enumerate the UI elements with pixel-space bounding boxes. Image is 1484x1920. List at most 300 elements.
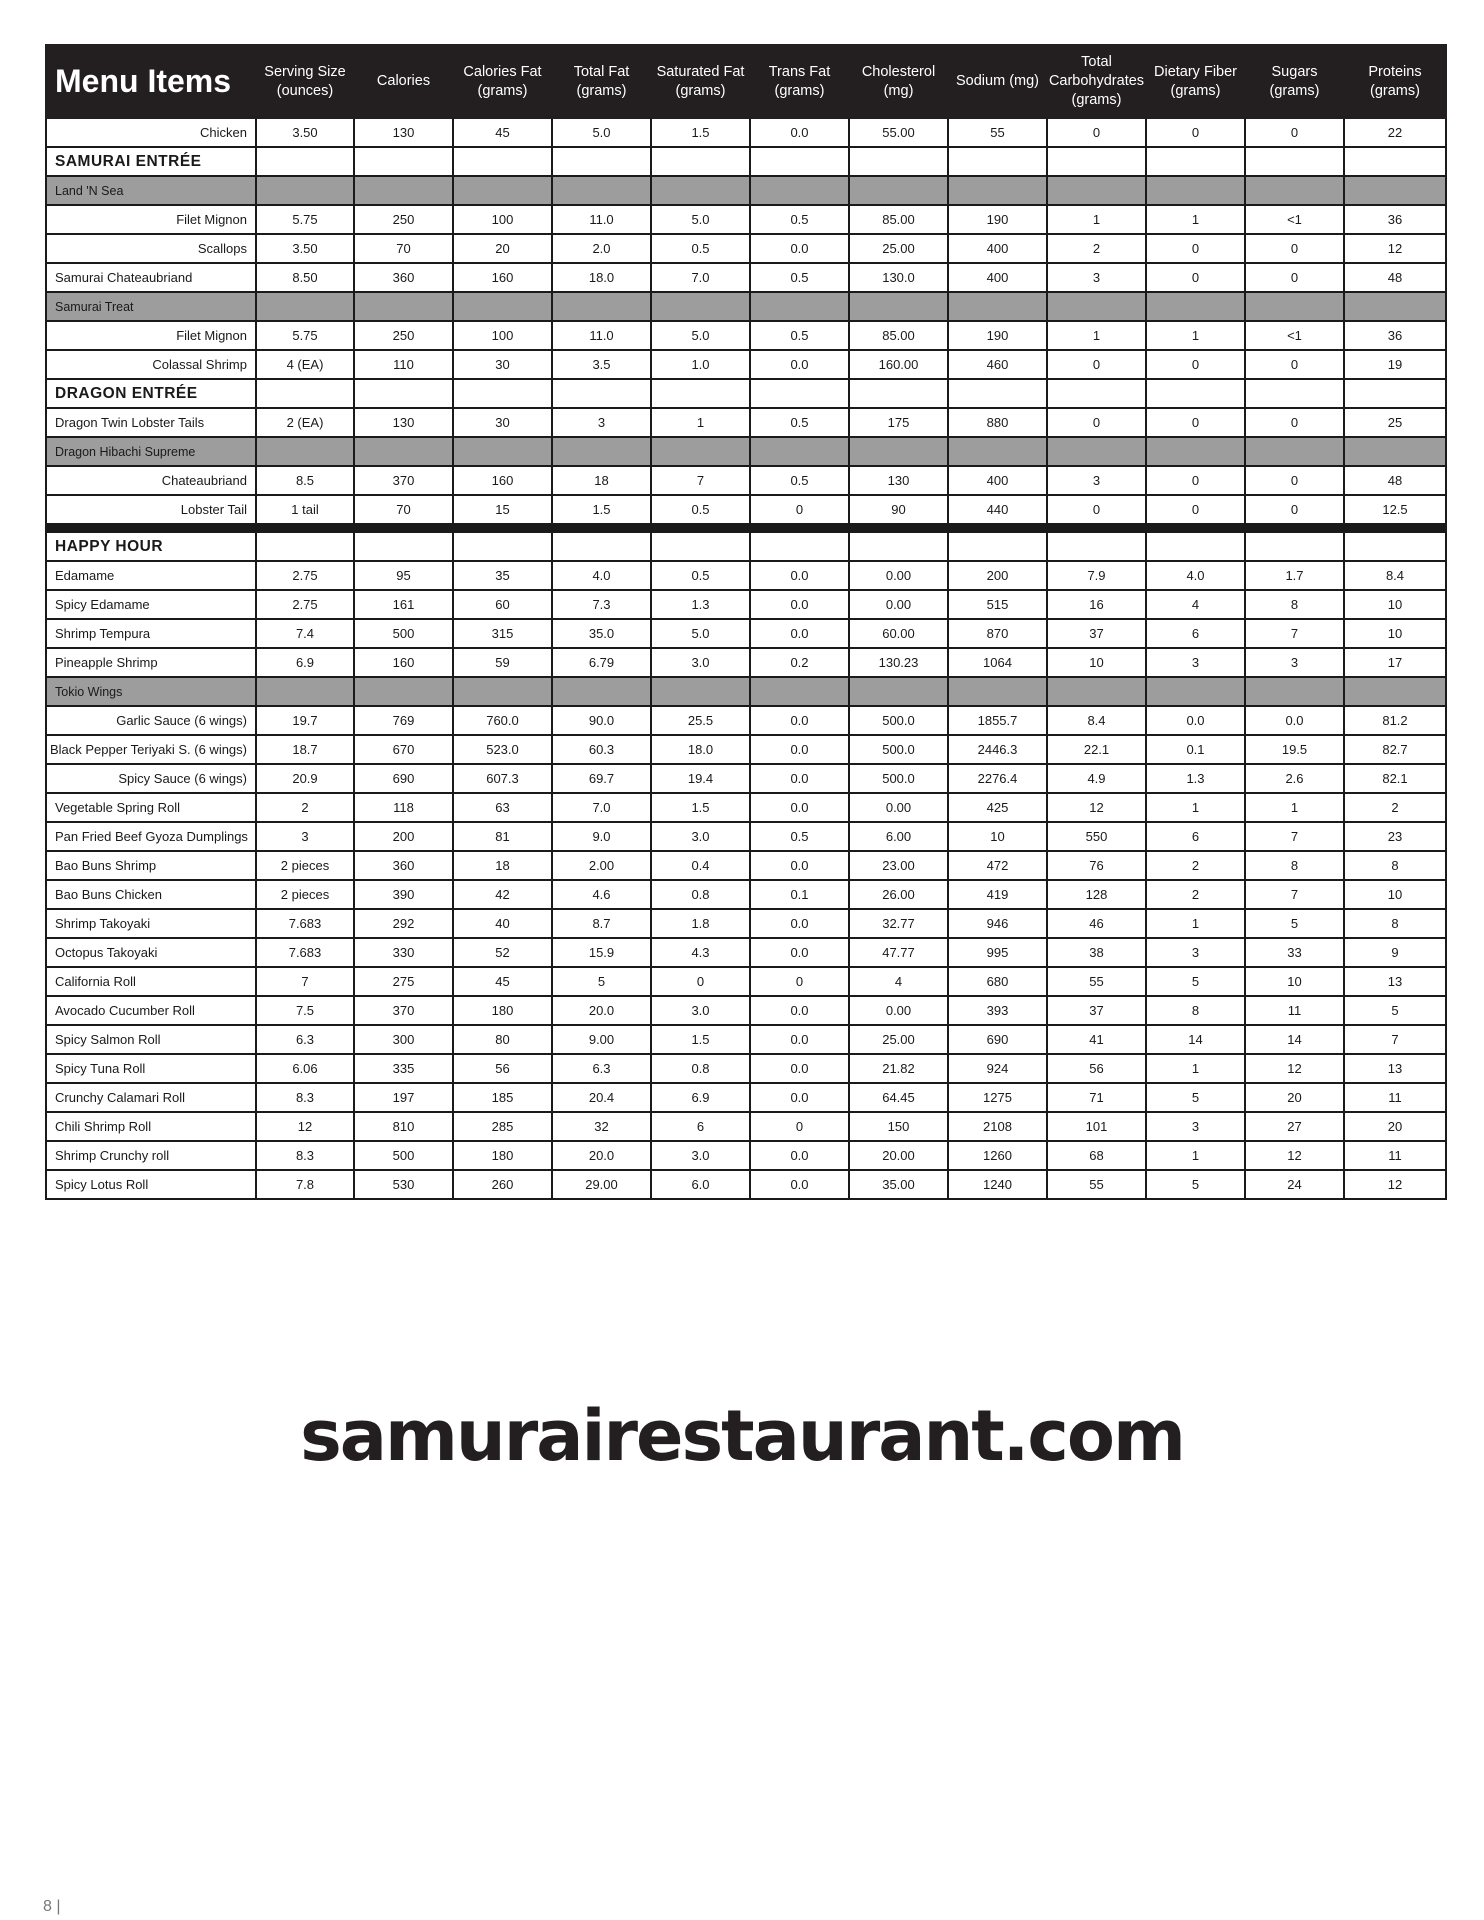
value-cell: 13 [1344,1054,1446,1083]
table-row [46,1025,1446,1054]
table-row [46,648,1446,677]
value-cell: 47.77 [849,938,948,967]
value-cell: 607.3 [453,764,552,793]
value-cell: 0.00 [849,561,948,590]
value-cell: 1275 [948,1083,1047,1112]
value-cell: 20.00 [849,1141,948,1170]
table-row [46,118,1446,147]
value-cell: 0.0 [750,1170,849,1199]
value-cell: 1.3 [651,590,750,619]
value-cell [849,176,948,205]
value-cell: 3 [1245,648,1344,677]
value-cell: 197 [354,1083,453,1112]
value-cell: 7 [1344,1025,1446,1054]
value-cell: 400 [948,263,1047,292]
value-cell: 59 [453,648,552,677]
subsection-row [46,677,1446,706]
value-cell: 150 [849,1112,948,1141]
value-cell: 8.4 [1047,706,1146,735]
value-cell: 460 [948,350,1047,379]
section-title: DRAGON ENTRÉE [46,379,256,408]
value-cell: 7.683 [256,938,354,967]
value-cell: 3 [1047,466,1146,495]
value-cell: 82.7 [1344,735,1446,764]
value-cell: 3 [1047,263,1146,292]
value-cell [849,292,948,321]
value-cell: 0.0 [750,234,849,263]
value-cell: 5.0 [651,205,750,234]
value-cell: 0.0 [750,1054,849,1083]
value-cell: 12 [1344,234,1446,263]
value-cell [354,437,453,466]
subsection-title: Tokio Wings [46,677,256,706]
value-cell [1047,437,1146,466]
subsection-title: Samurai Treat [46,292,256,321]
value-cell [453,176,552,205]
value-cell: 40 [453,909,552,938]
value-cell: 128 [1047,880,1146,909]
item-name: Black Pepper Teriyaki S. (6 wings) [46,735,256,764]
value-cell: 2 [1146,851,1245,880]
value-cell: 1 [1047,321,1146,350]
table-row [46,1170,1446,1199]
value-cell [948,176,1047,205]
value-cell [651,147,750,176]
value-cell: 42 [453,880,552,909]
item-name: Shrimp Crunchy roll [46,1141,256,1170]
value-cell [1146,379,1245,408]
value-cell: 7.9 [1047,561,1146,590]
value-cell: 6.00 [849,822,948,851]
value-cell: 20.4 [552,1083,651,1112]
value-cell: 0.0 [750,996,849,1025]
value-cell: 37 [1047,619,1146,648]
value-cell [354,677,453,706]
value-cell: 0.8 [651,1054,750,1083]
item-name: Dragon Twin Lobster Tails [46,408,256,437]
value-cell [651,176,750,205]
value-cell: 370 [354,466,453,495]
table-body [46,118,1446,1199]
value-cell: 515 [948,590,1047,619]
value-cell: 100 [453,321,552,350]
item-name: Chili Shrimp Roll [46,1112,256,1141]
value-cell: 5 [1146,1083,1245,1112]
value-cell: 12.5 [1344,495,1446,524]
value-cell [1047,176,1146,205]
value-cell [1344,176,1446,205]
value-cell: 7.5 [256,996,354,1025]
value-cell [354,292,453,321]
value-cell: 1.0 [651,350,750,379]
value-cell: 250 [354,321,453,350]
column-header-line: (ounces) [276,82,334,99]
value-cell: 9 [1344,938,1446,967]
value-cell: 36 [1344,321,1446,350]
value-cell: 52 [453,938,552,967]
value-cell: 22.1 [1047,735,1146,764]
value-cell: 38 [1047,938,1146,967]
value-cell [1146,176,1245,205]
value-cell: 4.9 [1047,764,1146,793]
value-cell [1047,147,1146,176]
value-cell: 130 [354,118,453,147]
value-cell: 6 [1146,822,1245,851]
column-header [1047,45,1146,118]
value-cell: 3 [552,408,651,437]
table-row [46,234,1446,263]
table-row [46,205,1446,234]
value-cell: 19 [1344,350,1446,379]
value-cell: 0.0 [750,793,849,822]
item-name: Bao Buns Shrimp [46,851,256,880]
value-cell [948,292,1047,321]
value-cell: 27 [1245,1112,1344,1141]
value-cell: 2 pieces [256,851,354,880]
value-cell: 95 [354,561,453,590]
column-header-line: Dietary Fiber [1154,63,1237,80]
value-cell: 25.5 [651,706,750,735]
table-row [46,1141,1446,1170]
item-name: Crunchy Calamari Roll [46,1083,256,1112]
value-cell: 870 [948,619,1047,648]
value-cell: 11.0 [552,321,651,350]
value-cell: 8.50 [256,263,354,292]
value-cell: 10 [1047,648,1146,677]
value-cell [750,532,849,561]
table-row [46,263,1446,292]
value-cell [1146,437,1245,466]
table-row [46,909,1446,938]
item-name: Colassal Shrimp [46,350,256,379]
value-cell [1245,532,1344,561]
value-cell: 19.4 [651,764,750,793]
value-cell: 1855.7 [948,706,1047,735]
value-cell: 160 [453,263,552,292]
value-cell: 1 [1245,793,1344,822]
value-cell [552,176,651,205]
value-cell: 0.0 [750,619,849,648]
value-cell: 32.77 [849,909,948,938]
section-title: SAMURAI ENTRÉE [46,147,256,176]
value-cell [1146,147,1245,176]
value-cell: 0 [1146,408,1245,437]
value-cell: 9.00 [552,1025,651,1054]
value-cell: 924 [948,1054,1047,1083]
value-cell: 4 [1146,590,1245,619]
value-cell: 7 [1245,880,1344,909]
value-cell: 523.0 [453,735,552,764]
value-cell: 0.0 [1146,706,1245,735]
value-cell: 11.0 [552,205,651,234]
section-row [46,532,1446,561]
value-cell: 0.0 [1245,706,1344,735]
value-cell: 1 [1146,1141,1245,1170]
value-cell: 1260 [948,1141,1047,1170]
value-cell: 335 [354,1054,453,1083]
item-name: Pan Fried Beef Gyoza Dumplings [46,822,256,851]
value-cell [354,532,453,561]
value-cell: 80 [453,1025,552,1054]
table-row [46,350,1446,379]
value-cell: 500 [354,1141,453,1170]
value-cell [948,532,1047,561]
value-cell: 670 [354,735,453,764]
value-cell [1146,292,1245,321]
value-cell: 390 [354,880,453,909]
value-cell: 180 [453,1141,552,1170]
column-header-line: Proteins [1368,63,1422,80]
value-cell: 500.0 [849,706,948,735]
value-cell: 13 [1344,967,1446,996]
table-row [46,466,1446,495]
value-cell: 3.50 [256,118,354,147]
column-header-line: Serving Size [264,63,346,80]
column-header-line: Sugars [1271,63,1318,80]
value-cell: 0.2 [750,648,849,677]
value-cell: 0 [651,967,750,996]
value-cell: 130 [354,408,453,437]
value-cell: 300 [354,1025,453,1054]
value-cell: 315 [453,619,552,648]
value-cell: 12 [1047,793,1146,822]
value-cell [849,379,948,408]
value-cell: 7.683 [256,909,354,938]
value-cell: 130.23 [849,648,948,677]
value-cell: 769 [354,706,453,735]
value-cell: 90.0 [552,706,651,735]
value-cell [750,677,849,706]
value-cell: 0.0 [750,764,849,793]
value-cell [552,379,651,408]
item-name: Chateaubriand [46,466,256,495]
value-cell: 3 [1146,938,1245,967]
value-cell [1245,147,1344,176]
value-cell [354,379,453,408]
value-cell [1047,292,1146,321]
value-cell: 9.0 [552,822,651,851]
value-cell: 20.0 [552,1141,651,1170]
value-cell: 8.3 [256,1141,354,1170]
item-name: Samurai Chateaubriand [46,263,256,292]
value-cell: 5 [1146,1170,1245,1199]
value-cell: 2 (EA) [256,408,354,437]
column-header [948,45,1047,118]
value-cell: 100 [453,205,552,234]
value-cell: 0 [1146,234,1245,263]
section-row [46,147,1446,176]
value-cell: 10 [1344,590,1446,619]
value-cell: 70 [354,495,453,524]
subsection-row [46,437,1446,466]
value-cell [552,532,651,561]
value-cell: 24 [1245,1170,1344,1199]
value-cell [453,532,552,561]
value-cell: 12 [1344,1170,1446,1199]
value-cell: 19.7 [256,706,354,735]
value-cell: 0 [1245,408,1344,437]
value-cell: 0.0 [750,118,849,147]
value-cell: 180 [453,996,552,1025]
value-cell: 0 [1047,408,1146,437]
value-cell: 11 [1344,1083,1446,1112]
value-cell: 0 [1146,466,1245,495]
value-cell: 18 [453,851,552,880]
value-cell: 8.5 [256,466,354,495]
table-row [46,793,1446,822]
value-cell: 0.0 [750,851,849,880]
item-name: Chicken [46,118,256,147]
value-cell: 1.7 [1245,561,1344,590]
value-cell: 810 [354,1112,453,1141]
value-cell: 360 [354,263,453,292]
value-cell: 46 [1047,909,1146,938]
value-cell: 30 [453,408,552,437]
value-cell: 393 [948,996,1047,1025]
subsection-row [46,176,1446,205]
value-cell: 4.0 [552,561,651,590]
table-row [46,880,1446,909]
value-cell: 1.5 [651,793,750,822]
value-cell: 56 [1047,1054,1146,1083]
value-cell: 0 [1146,263,1245,292]
value-cell: 2 pieces [256,880,354,909]
value-cell: 55.00 [849,118,948,147]
value-cell [256,532,354,561]
value-cell: 5.0 [651,321,750,350]
value-cell: 0.5 [651,234,750,263]
value-cell: 3.0 [651,996,750,1025]
item-name: Shrimp Tempura [46,619,256,648]
column-header [1245,45,1344,118]
value-cell: 15 [453,495,552,524]
value-cell [1344,292,1446,321]
value-cell [948,147,1047,176]
value-cell: 472 [948,851,1047,880]
value-cell: 3.0 [651,822,750,851]
value-cell: 8 [1245,590,1344,619]
value-cell: 70 [354,234,453,263]
value-cell: 175 [849,408,948,437]
table-row [46,561,1446,590]
value-cell: 7.0 [552,793,651,822]
value-cell [1146,677,1245,706]
value-cell: 4 (EA) [256,350,354,379]
value-cell: 0.0 [750,1025,849,1054]
value-cell: 0.5 [651,561,750,590]
value-cell: 7.3 [552,590,651,619]
value-cell: 1 [1146,793,1245,822]
value-cell: 36 [1344,205,1446,234]
column-header-line: (grams) [675,82,726,99]
item-name: Shrimp Takoyaki [46,909,256,938]
value-cell [1146,532,1245,561]
value-cell: 7.4 [256,619,354,648]
value-cell: 0.4 [651,851,750,880]
value-cell: 71 [1047,1083,1146,1112]
nutrition-table-container [45,44,1445,1200]
value-cell: 6.9 [256,648,354,677]
value-cell: 680 [948,967,1047,996]
value-cell [1344,677,1446,706]
value-cell: 0 [1146,495,1245,524]
value-cell: 60 [453,590,552,619]
value-cell: 0 [1047,350,1146,379]
value-cell: 946 [948,909,1047,938]
value-cell: 20 [1245,1083,1344,1112]
value-cell [256,292,354,321]
value-cell: 0 [1245,263,1344,292]
item-name: Filet Mignon [46,205,256,234]
value-cell [552,292,651,321]
value-cell [552,437,651,466]
table-row [46,408,1446,437]
value-cell: 7.8 [256,1170,354,1199]
value-cell: 76 [1047,851,1146,880]
value-cell: 33 [1245,938,1344,967]
menu-items-title: Menu Items [46,45,256,118]
value-cell: 0 [1245,234,1344,263]
value-cell: 25.00 [849,1025,948,1054]
table-row [46,495,1446,524]
value-cell: 0.00 [849,793,948,822]
value-cell: 2.00 [552,851,651,880]
value-cell: 0 [750,967,849,996]
value-cell: 20 [453,234,552,263]
value-cell: 3.5 [552,350,651,379]
value-cell: 20 [1344,1112,1446,1141]
value-cell [651,677,750,706]
column-header-line: (mg) [883,82,914,99]
value-cell: 45 [453,118,552,147]
value-cell: 1 [1146,321,1245,350]
value-cell: 1 [1146,205,1245,234]
value-cell [1245,677,1344,706]
value-cell: 0.0 [750,590,849,619]
value-cell [750,292,849,321]
value-cell [453,379,552,408]
column-header [354,45,453,118]
section-title: HAPPY HOUR [46,532,256,561]
value-cell: 0 [1146,350,1245,379]
value-cell: 101 [1047,1112,1146,1141]
column-header [651,45,750,118]
value-cell: 6.9 [651,1083,750,1112]
value-cell: 185 [453,1083,552,1112]
value-cell [948,437,1047,466]
value-cell: 2.6 [1245,764,1344,793]
value-cell: 2 [256,793,354,822]
value-cell: 190 [948,321,1047,350]
value-cell: 85.00 [849,205,948,234]
item-name: Octopus Takoyaki [46,938,256,967]
value-cell: 7 [256,967,354,996]
value-cell: 81.2 [1344,706,1446,735]
value-cell: 6.3 [256,1025,354,1054]
column-header [1146,45,1245,118]
column-header-line: (grams) [576,82,627,99]
value-cell: 400 [948,466,1047,495]
value-cell: 0.0 [750,706,849,735]
value-cell [256,677,354,706]
column-header-line: (grams) [1269,82,1320,99]
value-cell: 5 [1245,909,1344,938]
value-cell: 0.0 [750,350,849,379]
value-cell: 2446.3 [948,735,1047,764]
value-cell: 23.00 [849,851,948,880]
value-cell: 22 [1344,118,1446,147]
value-cell: 90 [849,495,948,524]
